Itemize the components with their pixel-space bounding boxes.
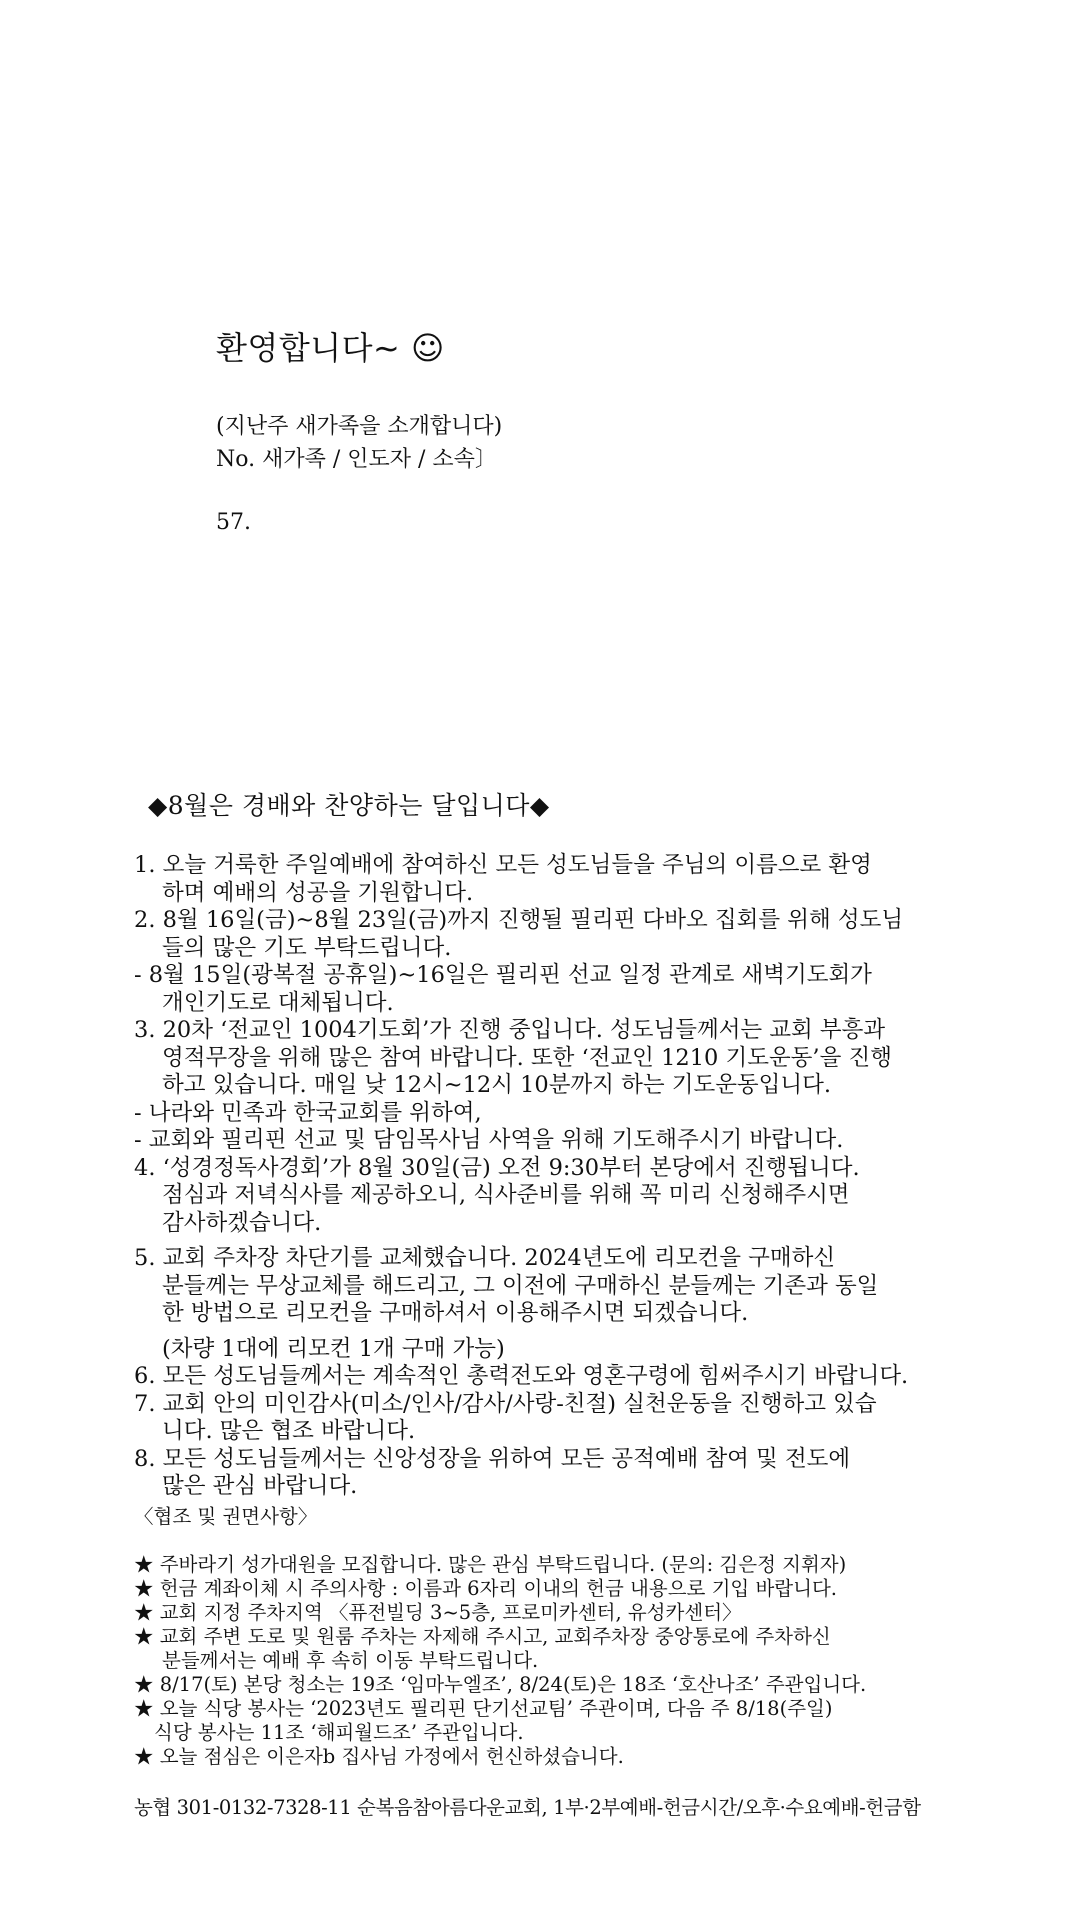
announcement-line: 들의 많은 기도 부탁드립니다. (162, 934, 452, 961)
announcement-line: 2. 8월 16일(금)~8월 23일(금)까지 진행될 필리핀 다바오 집회를 위해 성도님 (134, 907, 904, 933)
announcement-line: 6. 모든 성도님들께서는 계속적인 총력전도와 영혼구령에 힘써주시기 바랍니다. (134, 1363, 909, 1389)
announcement-line: 니다. 많은 협조 바랍니다. (162, 1418, 416, 1444)
note-line: 분들께서는 예배 후 속히 이동 부탁드립니다. (162, 1649, 539, 1672)
announcement-line: 하고 있습니다. 매일 낮 12시~12시 10분까지 하는 기도운동입니다. (162, 1072, 832, 1098)
newcomer-intro-heading: (지난주 새가족을 소개합니다) (216, 414, 503, 439)
announcement-line: 감사하겠습니다. (162, 1209, 322, 1236)
note-line: 식당 봉사는 11조 ‘해피월드조’ 주관입니다. (154, 1721, 524, 1744)
announcement-line: 분들께는 무상교체를 해드리고, 그 이전에 구매하신 분들께는 기존과 동일 (162, 1272, 879, 1299)
announcement-line: 영적무장을 위해 많은 참여 바랍니다. 또한 ‘전교인 1210 기도운동’을 진행 (162, 1044, 892, 1071)
announcement-line: 한 방법으로 리모컨을 구매하셔서 이용해주시면 되겠습니다. (162, 1300, 749, 1326)
cooperation-notes (134, 1553, 934, 1769)
announcement-line: 점심과 저녁식사를 제공하오니, 식사준비를 위해 꼭 미리 신청해주시면 (162, 1182, 850, 1208)
note-line: ★ 주바라기 성가대원을 모집합니다. 많은 관심 부탁드립니다. (문의: 김은정 지휘자) (134, 1553, 847, 1576)
note-line: ★ 오늘 점심은 이은자b 집사님 가정에서 헌신하셨습니다. (134, 1745, 624, 1768)
announcement-line: 4. ‘성경정독사경회’가 8월 30일(금) 오전 9:30부터 본당에서 진행됩니다. (134, 1154, 860, 1181)
announcement-line: 하며 예배의 성공을 기원합니다. (162, 879, 474, 906)
note-line: ★ 교회 지정 주차지역 〈퓨전빌딩 3~5층, 프로미카센터, 유성카센터〉 (134, 1601, 742, 1624)
spacer (134, 1328, 930, 1336)
offering-account-info: 농협 301-0132-7328-11 순복음참아름다운교회, 1부·2부예배-헌금시간/오후·수요예배-헌금함 (134, 1796, 921, 1819)
cooperation-heading: 〈협조 및 권면사항〉 (134, 1505, 318, 1528)
note-line: ★ 헌금 계좌이체 시 주의사항 : 이름과 6자리 이내의 헌금 내용으로 기입 바랍니다. (134, 1577, 838, 1600)
note-line: ★ 교회 주변 도로 및 원룸 주차는 자제해 주시고, 교회주차장 중앙통로에 주차하신 (134, 1625, 831, 1648)
welcome-title: 환영합니다~ ☺ (216, 329, 445, 367)
announcement-line: - 교회와 필리핀 선교 및 담임목사님 사역을 위해 기도해주시기 바랍니다. (134, 1127, 844, 1153)
announcement-line: 3. 20차 ‘전교인 1004기도회’가 진행 중입니다. 성도님들께서는 교회 부흥과 (134, 1017, 886, 1043)
announcement-line: 8. 모든 성도님들께서는 신앙성장을 위하여 모든 공적예배 참여 및 전도에 (134, 1445, 851, 1472)
spacer (134, 1237, 930, 1245)
announcements-list (134, 852, 930, 1501)
newcomer-intro (216, 410, 976, 476)
note-line: ★ 8/17(토) 본당 청소는 19조 ‘임마누엘조’, 8/24(토)은 18조 ‘호산나조’ 주관입니다. (134, 1673, 867, 1696)
announcement-line: - 8월 15일(광복절 공휴일)~16일은 필리핀 선교 일정 관계로 새벽기도회가 (134, 962, 872, 988)
announcement-line: - 나라와 민족과 한국교회를 위하여, (134, 1099, 482, 1126)
announcement-line: (차량 1대에 리모컨 1개 구매 가능) (162, 1335, 505, 1362)
announcement-line: 개인기도로 대체됩니다. (162, 989, 394, 1016)
newcomer-columns: No. 새가족 / 인도자 / 소속〕 (216, 447, 497, 472)
note-line: ★ 오늘 식당 봉사는 ‘2023년도 필리핀 단기선교팀’ 주관이며, 다음 주 8/18(주일) (134, 1697, 833, 1720)
announcement-line: 7. 교회 안의 미인감사(미소/인사/감사/사랑-친절) 실천운동을 진행하고 있습 (134, 1390, 877, 1417)
announcement-line: 5. 교회 주차장 차단기를 교체했습니다. 2024년도에 리모컨을 구매하신 (134, 1245, 836, 1271)
newcomer-entry: 57. (216, 510, 251, 535)
announcement-line: 많은 관심 바랍니다. (162, 1473, 358, 1499)
month-theme: ◆8월은 경배와 찬양하는 달입니다◆ (148, 791, 550, 820)
announcement-line: 1. 오늘 거룩한 주일예배에 참여하신 모든 성도님들을 주님의 이름으로 환영 (134, 852, 872, 878)
welcome-section (216, 328, 976, 538)
